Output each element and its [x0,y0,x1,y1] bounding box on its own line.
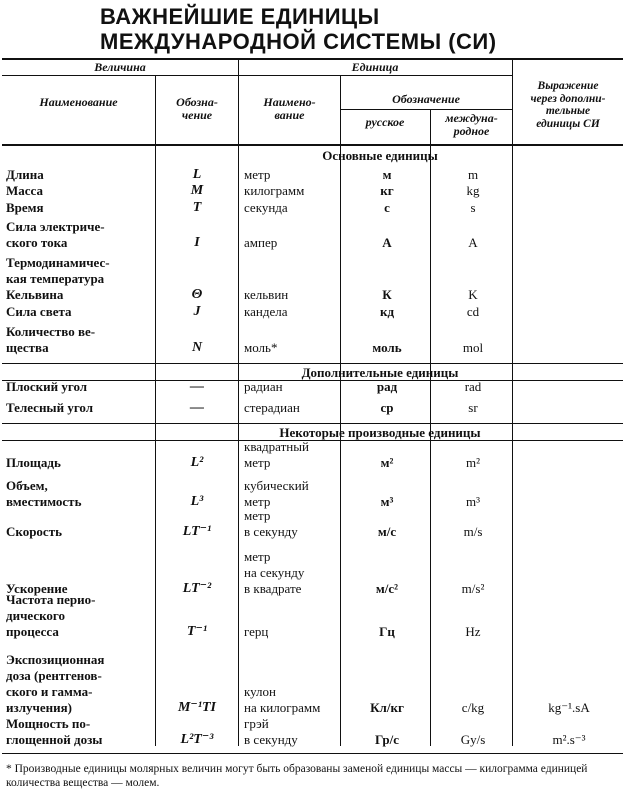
cell-ru: ср [380,400,394,415]
cell-sym: Θ [191,287,203,302]
cell-intl: A [468,235,478,250]
cell-ru: Кл/кг [370,700,404,715]
header-quantity: Величина [94,60,146,74]
cell-unit: квадратный метр [244,439,309,470]
header-unit-name: Наимено- вание [263,95,316,122]
table-row [0,678,625,748]
cell-name: Длина [6,167,44,182]
cell-unit: радиан [244,379,283,394]
footnote: * Производные единицы молярных величин могут быть образованы заменой единицы массы — килограмма единицей количества вещества — молем. [6,763,588,789]
cell-ru: Гц [379,624,395,639]
cell-intl: m/s² [461,581,485,596]
cell-sym: L² [190,455,204,470]
header-rule-designation [340,109,512,110]
cell-intl: K [468,287,478,302]
cell-expr: m².s⁻³ [552,732,586,747]
cell-unit: кандела [244,304,288,319]
cell-sym: T⁻¹ [186,624,208,639]
cell-name: Масса [6,183,43,198]
cell-name: Скорость [6,524,62,539]
cell-name: Площадь [6,455,61,470]
cell-name: Сила света [6,304,72,319]
cell-intl: mol [462,340,484,355]
cell-unit: кубический метр [244,478,309,509]
cell-sym: — [190,400,204,415]
cell-intl: cd [466,304,480,319]
cell-ru: кд [379,304,395,319]
header-rule-quantity [2,75,238,76]
cell-unit: секунда [244,200,288,215]
cell-sym: M [190,183,204,198]
section-supplementary-units: Дополнительные единицы [301,365,459,380]
cell-ru: м/с [377,524,397,539]
cell-name: Ускорение [6,581,68,596]
cell-sym: T [192,200,202,215]
cell-unit: метр [244,167,271,182]
cell-sym: J [193,304,201,319]
cell-unit: герц [244,624,269,639]
cell-unit: кулон на килограмм [244,684,321,715]
cell-unit: моль* [244,340,278,355]
cell-expr: kg⁻¹.sA [548,700,590,715]
cell-intl: Hz [465,624,481,639]
cell-ru: м/с² [375,581,399,596]
cell-intl: m/s [463,524,483,539]
cell-sym: M⁻¹TI [177,700,217,715]
cell-ru: м² [380,455,394,470]
cell-unit: кельвин [244,287,289,302]
cell-name: Экспозиционная доза (рентгенов- ского и гамма- излучения) [6,652,105,715]
cell-intl: Gy/s [460,732,486,747]
header-unit: Единица [351,60,399,74]
section-basic-units: Основные единицы [322,148,438,163]
cell-name: Время [6,200,44,215]
cell-sym: N [191,340,203,355]
cell-unit: ампер [244,235,278,250]
cell-name: Мощность по- глощенной дозы [6,716,103,747]
cell-name: Объем, вместимость [6,478,82,509]
cell-sym: I [194,235,200,250]
header-designation: Обозначение [392,92,460,106]
cell-sym: L [192,167,202,182]
table-row [0,570,625,640]
cell-intl: m³ [465,494,480,509]
section-derived-units: Некоторые производные единицы [279,425,481,440]
cell-intl: kg [466,183,480,198]
cell-name: Плоский угол [6,379,88,394]
cell-intl: s [470,200,476,215]
cell-ru: А [382,235,392,250]
cell-ru: К [382,287,392,302]
cell-ru: с [384,200,390,215]
cell-name: Количество ве- щества [6,324,96,355]
cell-name: Телесный угол [6,400,94,415]
cell-intl: m² [465,455,480,470]
page-title [100,4,497,54]
title-line-2: МЕЖДУНАРОДНОЙ СИСТЕМЫ (СИ) [100,29,497,54]
cell-intl: sr [468,400,478,415]
cell-ru: кг [380,183,394,198]
header-expression: Выражение через дополни- тельные единицы СИ [530,80,606,130]
cell-sym: L²T⁻³ [180,732,214,747]
cell-unit: метр на секунду в квадрате [244,549,305,596]
cell-name: Сила электриче- ского тока [6,219,105,250]
cell-unit: килограмм [244,183,305,198]
cell-ru: моль [372,340,402,355]
cell-sym: LT⁻² [182,581,212,596]
cell-intl: c/kg [461,700,485,715]
cell-intl: m [467,167,479,182]
cell-ru: Гр/с [374,732,400,747]
header-international: междуна- родное [445,111,498,138]
header-name: Наименование [39,95,118,109]
cell-ru: м [382,167,392,182]
header-symbol: Обозна- чение [176,95,218,122]
cell-sym: LT⁻¹ [182,524,212,539]
cell-ru: м³ [380,494,394,509]
header-rule-unit [238,75,512,76]
cell-sym: — [190,379,204,394]
cell-unit: метр в секунду [244,508,298,539]
title-line-1: ВАЖНЕЙШИЕ ЕДИНИЦЫ [100,4,380,29]
cell-unit: стерадиан [244,400,300,415]
cell-ru: рад [376,379,398,394]
cell-name: Частота перио- дического процесса [6,592,96,639]
cell-name: Термодинамичес- кая температура Кельвина [6,255,110,302]
header-russian: русское [365,115,405,129]
cell-sym: L³ [190,494,204,509]
table-bottom-rule [2,753,623,754]
cell-intl: rad [464,379,482,394]
cell-unit: грэй в секунду [244,716,298,747]
